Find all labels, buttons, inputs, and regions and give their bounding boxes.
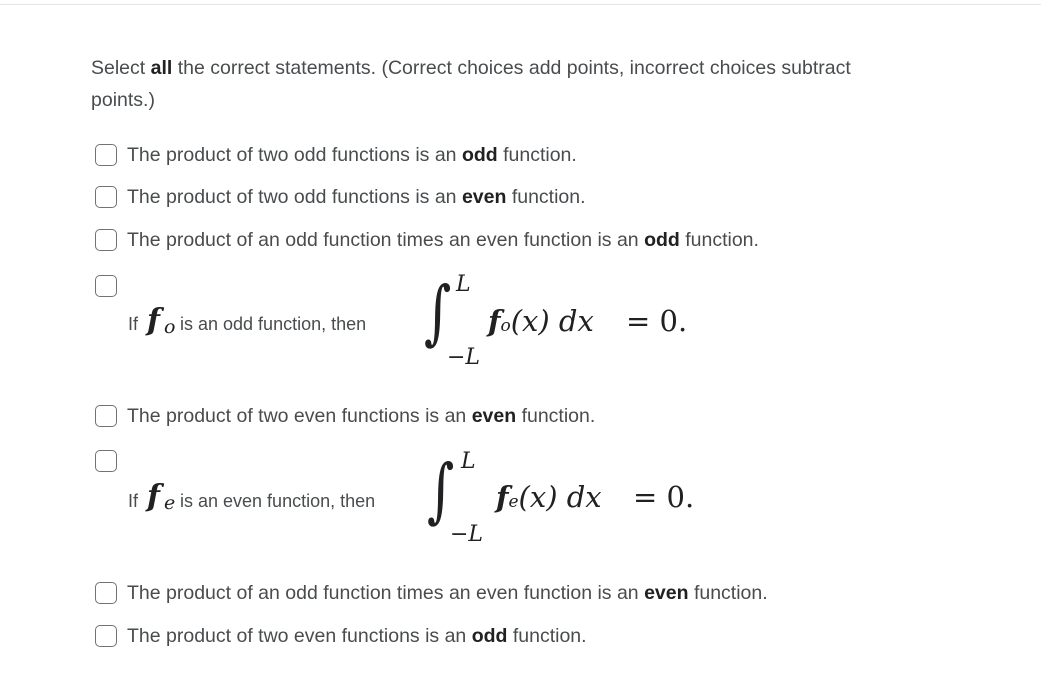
checkbox-choice-5[interactable] bbox=[95, 405, 117, 427]
choice-3-label: The product of an odd function times an even function is an odd function. bbox=[127, 228, 759, 251]
checkbox-choice-7[interactable] bbox=[95, 582, 117, 604]
choice-6-f: f bbox=[147, 479, 160, 514]
choice-3[interactable] bbox=[95, 226, 759, 254]
choice-7[interactable] bbox=[95, 579, 768, 607]
choice-6-lead: If bbox=[128, 491, 139, 511]
integral-sign-icon: ∫ bbox=[427, 449, 455, 531]
choice-4-mid: is an odd function, then bbox=[180, 314, 367, 334]
choice-4-integrand: fo(x) dx bbox=[488, 304, 594, 338]
checkbox-choice-2[interactable] bbox=[95, 186, 117, 208]
choice-6-integrand: fe(x) dx bbox=[496, 480, 602, 514]
choice-2[interactable] bbox=[95, 183, 586, 211]
choice-6-lower-limit: −L bbox=[450, 522, 484, 547]
choice-8-label: The product of two even functions is an odd function. bbox=[127, 624, 587, 647]
choice-6-sub: e bbox=[164, 492, 176, 514]
choice-5[interactable] bbox=[95, 402, 595, 430]
checkbox-choice-4[interactable] bbox=[95, 275, 117, 297]
choice-4-upper-limit: L bbox=[456, 272, 471, 297]
choice-5-label: The product of two even functions is an even function. bbox=[127, 404, 596, 427]
choice-4-sub: o bbox=[164, 316, 176, 338]
question-prompt: Select all the correct statements. (Correct choices add points, incorrect choices subtract points.) bbox=[91, 57, 851, 111]
choice-4-f: f bbox=[147, 303, 160, 338]
choice-6-upper-limit: L bbox=[461, 449, 476, 474]
choice-6-equals: = 0. bbox=[633, 480, 695, 514]
choice-4-equals: = 0. bbox=[626, 304, 688, 338]
integral-sign-icon: ∫ bbox=[424, 271, 452, 353]
choice-4-lower-limit: −L bbox=[447, 345, 481, 370]
choice-1-label: The product of two odd functions is an odd function. bbox=[127, 143, 577, 166]
choice-6-mid: is an even function, then bbox=[180, 491, 376, 511]
prompt-emphasis: all bbox=[150, 57, 173, 79]
choice-4-lead: If bbox=[128, 314, 139, 334]
choice-8[interactable] bbox=[95, 622, 587, 650]
top-divider bbox=[0, 4, 1041, 5]
choice-2-label: The product of two odd functions is an even function. bbox=[127, 185, 586, 208]
choice-7-label: The product of an odd function times an even function is an even function. bbox=[127, 581, 768, 604]
checkbox-choice-6[interactable] bbox=[95, 450, 117, 472]
checkbox-choice-3[interactable] bbox=[95, 229, 117, 251]
checkbox-choice-8[interactable] bbox=[95, 625, 117, 647]
checkbox-choice-1[interactable] bbox=[95, 144, 117, 166]
choice-1[interactable] bbox=[95, 141, 577, 169]
